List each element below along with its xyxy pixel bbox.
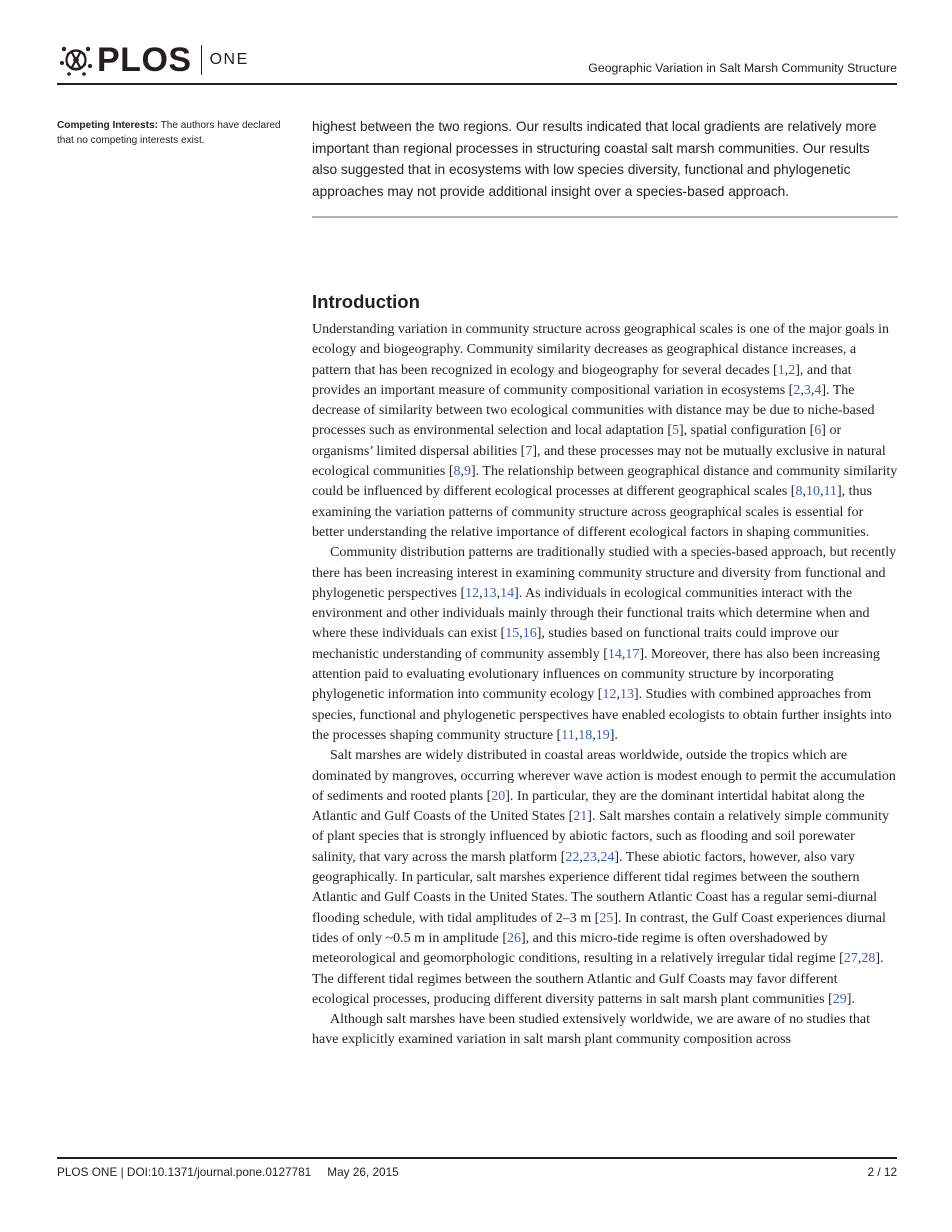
paragraph: Salt marshes are widely distributed in coastal areas worldwide, outside the tropics which are dominated by mangroves, occurring wherever wave action is modest enough to permit the accumulation of sediments and rooted plants [20]. In particular, they are the dominant intertidal habitat along the Atlantic and Gulf Coasts of the United States [21]. Salt marshes contain a relatively simple community of plant species that is strongly influenced by abiotic factors, such as flooding and soil porewater salinity, that vary across the marsh platform [22,23,24]. These abiotic factors, however, also vary geographically. In particular, salt marshes experience different tidal regimes between the southern Atlantic and Gulf Coasts in the United States. The southern Atlantic Coast has a regular semi-diurnal flooding schedule, with tidal amplitudes of 2–3 m [25]. In contrast, the Gulf Coast experiences diurnal tides of only ~0.5 m in amplitude [26], and this micro-tide regime is often overshadowed by meteorological and geomorphologic conditions, resulting in a relatively irregular tidal regime [27,28]. The different tidal regimes between the southern Atlantic and Gulf Coasts may favor different ecological processes, producing different diversity patterns in salt marsh plant communities [29].	[312, 748, 896, 1007]
citation-link[interactable]: 2	[793, 382, 801, 398]
section-heading-introduction: Introduction	[312, 291, 420, 312]
citation-link[interactable]: 2	[788, 362, 796, 378]
paragraph: Community distribution patterns are traditionally studied with a species-based approach, but recently there has been increasing interest in examining community structure and diversity from functional and phylogenetic perspectives [12,13,14]. As individuals in ecological communities interact with the environment and other individuals mainly through their functional traits which determine when and where these individuals can exist [15,16], studies based on functional traits could improve our mechanistic understanding of community assembly [14,17]. Moreover, there has also been increasing attention paid to evaluating evolutionary influences on community structure by incorporating phylogenetic information into community ecology [12,13]. Studies with combined approaches from species, functional and phylogenetic perspectives have enabled ecologists to obtain further insights into the processes shaping community structure [11,18,19].	[312, 545, 897, 743]
citation-link[interactable]: 27	[843, 951, 858, 967]
citation-link[interactable]: 19	[595, 727, 610, 743]
logo-separator	[201, 45, 202, 75]
paragraph: Although salt marshes have been studied extensively worldwide, we are aware of no studies that have explicitly examined variation in salt marsh plant community composition across	[312, 1012, 871, 1048]
citation-link[interactable]: 23	[582, 849, 597, 865]
competing-interests-text: The authors have declared that no competing interests exist.	[57, 120, 281, 146]
citation-link[interactable]: 20	[491, 788, 506, 804]
plos-logo-icon	[57, 42, 95, 78]
competing-interests-note	[57, 118, 283, 148]
paragraph: Understanding variation in community structure across geographical scales is one of the major goals in ecology and biogeography. Community similarity decreases as geographical distance increases, a pattern that has been recognized in ecology and biogeography for several decades [1,2], and that provides an important measure of community compositional variation in ecosystems [2,3,4]. The decrease of similarity between two ecological communities with distance may be due to niche-based processes such as environmental selection and local adaptation [5], spatial configuration [6] or organisms’ limited dispersal abilities [7], and these processes may not be mutually exclusive in natural ecological communities [8,9]. The relationship between geographical distance and community similarity could be influenced by different ecological processes at different geographical scales [8,10,11], thus examining the variation patterns of community structure across geographical scales is essential for better understanding the relative importance of different ecological factors in shaping communities.	[312, 322, 898, 540]
logo-one-text: ONE	[209, 51, 249, 68]
abstract-continuation: highest between the two regions. Our results indicated that local gradients are relatively more important than regional processes in structuring coastal salt marsh communities. Our results also suggested that in ecosystems with low species diversity, functional and phylogenetic approaches may not provide additional insight over a species-based approach.	[312, 119, 877, 199]
citation-link[interactable]: 12	[465, 585, 480, 601]
citation-link[interactable]: 28	[861, 951, 876, 967]
header-rule	[57, 83, 897, 85]
citation-link[interactable]: 13	[482, 585, 497, 601]
citation-link[interactable]: 11	[823, 484, 837, 500]
introduction-body	[312, 320, 898, 1051]
page-number: 2 / 12	[867, 1165, 897, 1179]
citation-link[interactable]: 16	[522, 626, 537, 642]
citation-link[interactable]: 25	[599, 910, 614, 926]
citation-link[interactable]: 11	[561, 727, 575, 743]
citation-link[interactable]: 14	[500, 585, 515, 601]
citation-link[interactable]: 29	[832, 991, 847, 1007]
citation-link[interactable]: 21	[573, 809, 588, 825]
citation-link[interactable]: 3	[803, 382, 811, 398]
footer-journal-doi: PLOS ONE | DOI:10.1371/journal.pone.0127781	[57, 1165, 312, 1179]
citation-link[interactable]: 1	[777, 362, 785, 378]
citation-link[interactable]: 18	[578, 727, 593, 743]
citation-link[interactable]: 13	[619, 687, 634, 703]
plos-one-logo	[57, 42, 249, 78]
abstract-rule	[312, 216, 898, 218]
citation-link[interactable]: 22	[565, 849, 580, 865]
citation-link[interactable]: 8	[453, 464, 461, 480]
competing-interests-label: Competing Interests:	[57, 120, 158, 131]
citation-link[interactable]: 5	[672, 423, 679, 439]
citation-link[interactable]: 12	[602, 687, 617, 703]
logo-plos-text: PLOS	[97, 41, 192, 79]
running-title: Geographic Variation in Salt Marsh Community Structure	[588, 61, 897, 75]
citation-link[interactable]: 26	[507, 930, 521, 946]
citation-link[interactable]: 15	[505, 626, 520, 642]
citation-link[interactable]: 6	[814, 423, 822, 439]
citation-link[interactable]: 8	[795, 484, 803, 500]
citation-link[interactable]: 24	[600, 849, 615, 865]
footer-date: May 26, 2015	[327, 1165, 399, 1179]
citation-link[interactable]: 17	[625, 646, 640, 662]
footer-citation	[57, 1165, 399, 1179]
citation-link[interactable]: 10	[805, 484, 820, 500]
footer-rule	[57, 1157, 897, 1159]
citation-link[interactable]: 7	[525, 443, 533, 459]
citation-link[interactable]: 14	[607, 646, 622, 662]
citation-link[interactable]: 4	[814, 382, 822, 398]
citation-link[interactable]: 9	[464, 464, 472, 480]
